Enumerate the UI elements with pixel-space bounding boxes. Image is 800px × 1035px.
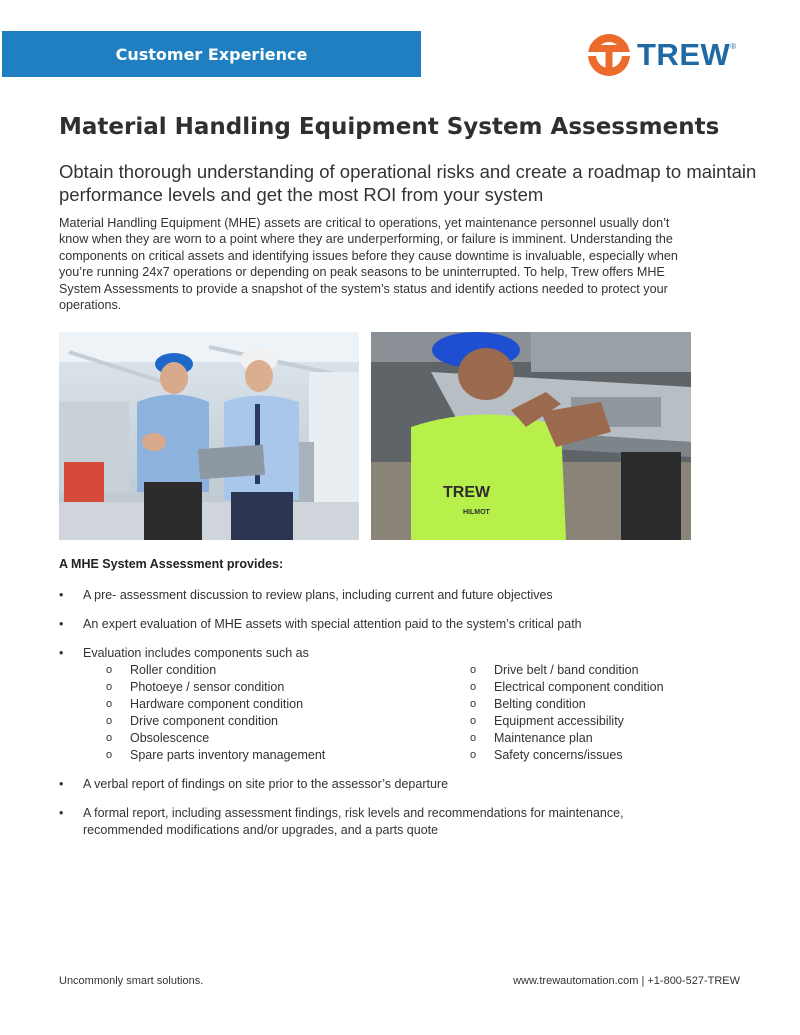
photo-technician-conveyor bbox=[371, 332, 691, 540]
logo-wordmark: TREW bbox=[637, 37, 731, 72]
component-item: o Equipment accessibility bbox=[470, 714, 624, 728]
photo-vest-text: HILMOT bbox=[463, 509, 490, 516]
sub-bullet-icon: o bbox=[106, 749, 113, 761]
provides-heading: A MHE System Assessment provides: bbox=[59, 557, 284, 571]
component-item: o Spare parts inventory management bbox=[106, 748, 326, 762]
registered-mark: ® bbox=[730, 42, 737, 51]
intro-paragraph: Material Handling Equipment (MHE) assets are critical to operations, yet maintenance personnel usually don’t know when they are worn to a point where they are underperforming, or failure is imminent. Understanding the components on critical assets and identifying issues before they cause downtime is invaluable, especially when you’re running 24x7 operations or depending on peak seasons to be uninterrupted. To help, Trew offers MHE System Assessments to provide a snapshot of the system’s status and identify actions needed to protect your operations. bbox=[59, 216, 678, 313]
sub-bullet-icon: o bbox=[470, 698, 477, 710]
list-item: • An expert evaluation of MHE assets with special attention paid to the system’s critical path bbox=[59, 617, 582, 631]
bullet-icon: • bbox=[59, 777, 64, 791]
component-item: o Safety concerns/issues bbox=[470, 748, 623, 762]
trew-logo-icon bbox=[586, 32, 632, 78]
sub-bullet-icon: o bbox=[470, 749, 477, 761]
photo-logo-text: TREW bbox=[443, 484, 491, 501]
component-item: o Hardware component condition bbox=[106, 697, 304, 711]
component-item: o Maintenance plan bbox=[470, 731, 593, 745]
sub-bullet-icon: o bbox=[106, 715, 113, 727]
banner-label: Customer Experience bbox=[115, 44, 308, 64]
photo-engineers-factory bbox=[59, 332, 359, 540]
sub-bullet-icon: o bbox=[470, 681, 477, 693]
sub-bullet-icon: o bbox=[106, 681, 113, 693]
component-item: o Drive component condition bbox=[106, 714, 278, 728]
bullet-icon: • bbox=[59, 806, 64, 820]
sub-bullet-icon: o bbox=[470, 732, 477, 744]
sub-bullet-icon: o bbox=[106, 698, 113, 710]
sub-bullet-icon: o bbox=[470, 664, 477, 676]
component-item: o Electrical component condition bbox=[470, 680, 664, 694]
component-item: o Roller condition bbox=[106, 663, 217, 677]
component-item: o Photoeye / sensor condition bbox=[106, 680, 285, 694]
page-subtitle: Obtain thorough understanding of operational risks and create a roadmap to maintain performance levels and get the most ROI from your system bbox=[59, 161, 757, 205]
trew-logo bbox=[586, 30, 746, 80]
page-title: Material Handling Equipment System Assessments bbox=[59, 114, 720, 140]
footer-contact: www.trewautomation.com | +1-800-527-TREW bbox=[513, 975, 740, 987]
list-item: • A pre- assessment discussion to review plans, including current and future objectives bbox=[59, 588, 553, 602]
bullet-icon: • bbox=[59, 617, 64, 631]
component-item: o Drive belt / band condition bbox=[470, 663, 639, 677]
list-item: • A verbal report of findings on site prior to the assessor’s departure bbox=[59, 777, 449, 791]
sub-bullet-icon: o bbox=[106, 664, 113, 676]
footer-tagline: Uncommonly smart solutions. bbox=[59, 975, 204, 987]
sub-bullet-icon: o bbox=[470, 715, 477, 727]
sub-bullet-icon: o bbox=[106, 732, 113, 744]
bullet-icon: • bbox=[59, 588, 64, 602]
component-item: o Obsolescence bbox=[106, 731, 210, 745]
section-banner bbox=[2, 31, 421, 77]
bullet-icon: • bbox=[59, 646, 64, 660]
component-item: o Belting condition bbox=[470, 697, 586, 711]
list-item: • A formal report, including assessment findings, risk levels and recommendations for maintenance, recommended modifications and/or upgrades, and a parts quote bbox=[59, 806, 624, 837]
list-item: • Evaluation includes components such as bbox=[59, 646, 309, 660]
